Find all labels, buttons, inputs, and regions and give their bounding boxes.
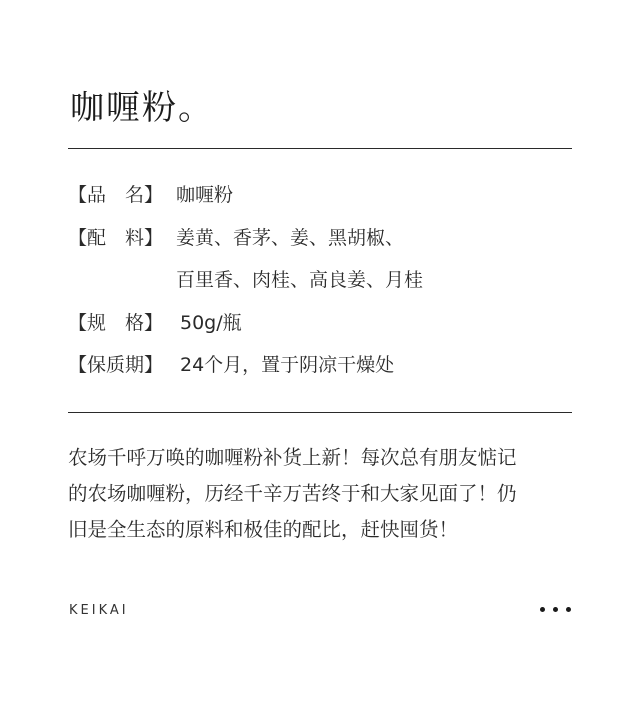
dot [566, 607, 571, 612]
brand-name: KEIKAI [69, 603, 129, 618]
spec-value-spec: 50g/瓶 [180, 312, 242, 334]
description-line: 的农场咖喱粉，历经千辛万苦终于和大家见面了！仍 [68, 482, 517, 505]
spec-label-ingredients: 【配 料】 [68, 227, 164, 249]
dot [553, 607, 558, 612]
more-dots-icon[interactable] [539, 605, 573, 615]
product-description [68, 440, 578, 548]
spec-label-spec: 【规 格】 [68, 312, 164, 334]
spec-label-shelf-life: 【保质期】 [68, 354, 164, 376]
spec-value-name: 咖喱粉 [176, 184, 234, 206]
spec-value-ingredients-line1: 姜黄、香茅、姜、黑胡椒、 [176, 227, 405, 249]
spec-value-ingredients-line2: 百里香、肉桂、高良姜、月桂 [176, 269, 424, 291]
description-line: 旧是全生态的原料和极佳的配比，赶快囤货！ [68, 518, 459, 541]
spec-label-name: 【品 名】 [68, 184, 164, 206]
spec-value-shelf-life: 24个月，置于阴凉干燥处 [180, 354, 395, 376]
description-line: 农场千呼万唤的咖喱粉补货上新！每次总有朋友惦记 [68, 446, 517, 469]
product-title: 咖喱粉。 [70, 88, 214, 128]
top-divider [68, 148, 572, 149]
dot [540, 607, 545, 612]
bottom-divider [68, 412, 572, 413]
